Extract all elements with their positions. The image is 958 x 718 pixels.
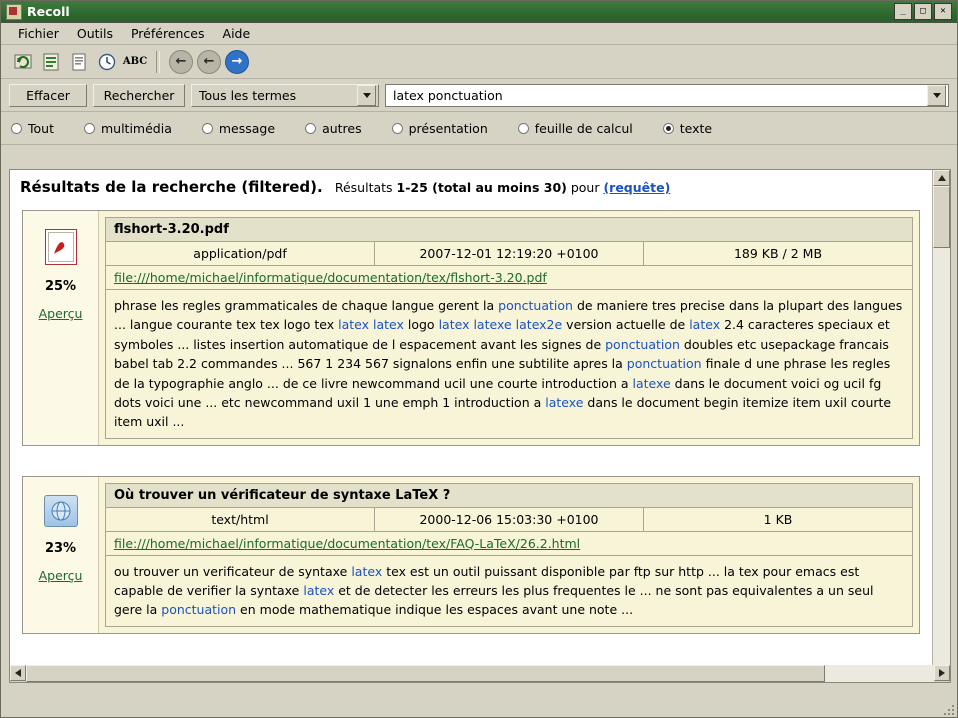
- result-body: [99, 477, 919, 633]
- update-index-icon[interactable]: [11, 50, 35, 74]
- close-button[interactable]: ✕: [934, 3, 952, 20]
- result-score: 23%: [44, 540, 77, 556]
- scroll-right-button[interactable]: [934, 665, 950, 681]
- scroll-up-button[interactable]: [933, 170, 950, 186]
- result-meta-row: [105, 508, 913, 532]
- radio-icon: [202, 123, 213, 134]
- radio-icon: [518, 123, 529, 134]
- result-meta-row: [105, 242, 913, 266]
- index-config-icon[interactable]: [39, 50, 63, 74]
- results-horizontal-scrollbar[interactable]: [9, 665, 951, 683]
- filter-presentation[interactable]: [392, 121, 488, 136]
- results-summary-prefix: Résultats: [334, 180, 397, 195]
- filter-tout[interactable]: [11, 121, 54, 136]
- back-icon[interactable]: ←: [169, 50, 193, 74]
- results-heading: Résultats de la recherche (filtered).: [20, 178, 323, 196]
- search-mode-select[interactable]: [191, 84, 379, 107]
- filter-label: texte: [679, 120, 713, 136]
- result-sidebar: [23, 477, 99, 633]
- result-score: 25%: [44, 279, 77, 294]
- filter-autres[interactable]: [305, 121, 362, 136]
- menu-bar: [1, 23, 957, 45]
- result-item: [22, 210, 920, 446]
- result-size: 1 KB: [763, 511, 793, 527]
- filter-multimedia[interactable]: [84, 121, 172, 136]
- maximize-button[interactable]: □: [914, 3, 932, 20]
- document-history-icon[interactable]: [67, 50, 91, 74]
- result-title[interactable]: Où trouver un vérificateur de syntaxe LaTeX ?: [105, 483, 913, 508]
- html-document-icon: [44, 495, 78, 527]
- result-date: 2000-12-06 15:03:30 +0100: [375, 508, 644, 531]
- result-mime: text/html: [106, 508, 375, 531]
- result-url-link[interactable]: file:///home/michael/informatique/documentation/tex/FAQ-LaTeX/26.2.html: [114, 535, 581, 551]
- minimize-button[interactable]: _: [894, 3, 912, 20]
- result-title[interactable]: flshort-3.20.pdf: [105, 217, 913, 242]
- result-snippet: ou trouver un verificateur de syntaxe latex tex est un outil puissant disponible par ftp sur http ... la tex pour emacs est capable de verifier la syntaxe latex et de detecter les erreurs les plus frequentes le ... ne sont pas equivalentes a un seul gere la ponctuation en mode mathematique indique les espaces avant une note ...: [105, 556, 913, 627]
- result-body: [99, 211, 919, 445]
- filter-label: autres: [322, 120, 362, 136]
- title-bar: [1, 1, 957, 23]
- result-item: [22, 476, 920, 634]
- hscroll-thumb[interactable]: [26, 665, 825, 682]
- toolbar-separator: [156, 51, 160, 73]
- results-panel: [9, 169, 951, 683]
- filter-label: message: [218, 120, 276, 136]
- filter-feuille-de-calcul[interactable]: [518, 121, 633, 136]
- radio-icon: [305, 123, 316, 134]
- filter-label: Tout: [28, 120, 54, 136]
- query-link[interactable]: (requête): [603, 180, 671, 195]
- filter-label: multimédia: [100, 120, 172, 136]
- search-history-chevron-icon[interactable]: [927, 85, 946, 106]
- radio-icon: [663, 123, 674, 134]
- previous-icon[interactable]: ←: [197, 50, 221, 74]
- search-input[interactable]: [385, 84, 949, 107]
- results-summary-range: 1-25 (total au moins 30): [396, 180, 567, 195]
- result-date: 2007-12-01 12:19:20 +0100: [375, 242, 644, 265]
- hscroll-track[interactable]: [26, 665, 934, 682]
- resize-grip[interactable]: [940, 701, 954, 715]
- app-icon: [6, 4, 22, 20]
- tool-bar: [1, 45, 957, 79]
- radio-icon: [11, 123, 22, 134]
- results-summary-middle: pour: [566, 180, 604, 195]
- clock-icon[interactable]: [95, 50, 119, 74]
- preview-link[interactable]: Aperçu: [38, 306, 83, 321]
- spelling-icon[interactable]: ABC: [122, 56, 148, 67]
- radio-icon: [392, 123, 403, 134]
- category-filter-row: [1, 111, 957, 145]
- result-snippet: phrase les regles grammaticales de chaque langue gerent la ponctuation de maniere tres precise dans la plupart des langues ... langue courante tex tex logo tex latex latex logo latex latexe latex2e version actuelle de latex 2.4 caracteres speciaux et symboles ... listes insertion automatique de l espacement avant les signes de ponctuation doubles etc usepackage francais babel tab 2.2 commandes ... 567 1 234 567 signalons enfin une subtilite apres la ponctuation finale d une phrase les regles de la typographie anglo ... de ce livre newcommand ucil une courte introduction a latexe dans le document voici og ucil fg dots voici une ... etc newcommand uxil 1 une emph 1 introduction a latexe dans le document begin itemize item uxil courte item uxil ...: [105, 290, 913, 439]
- menu-preferences[interactable]: Préférences: [130, 26, 205, 41]
- scroll-thumb[interactable]: [933, 186, 950, 248]
- menu-fichier[interactable]: Fichier: [18, 26, 59, 41]
- result-mime: application/pdf: [106, 242, 375, 265]
- search-mode-value: Tous les termes: [199, 87, 297, 103]
- result-url-row: [105, 266, 913, 290]
- filter-label: feuille de calcul: [534, 120, 633, 136]
- chevron-down-icon[interactable]: [357, 85, 376, 106]
- filter-texte[interactable]: [663, 121, 712, 136]
- search-bar: [1, 79, 957, 111]
- result-url-row: [105, 532, 913, 556]
- search-button[interactable]: Rechercher: [93, 84, 185, 107]
- preview-link[interactable]: Aperçu: [38, 567, 83, 583]
- filter-label: présentation: [408, 120, 488, 136]
- forward-icon[interactable]: →: [225, 50, 249, 74]
- menu-aide[interactable]: Aide: [222, 26, 251, 41]
- results-header: [10, 170, 932, 200]
- search-input-value: latex ponctuation: [393, 87, 503, 103]
- result-sidebar: [23, 211, 99, 445]
- pdf-icon: [45, 229, 77, 265]
- scroll-left-button[interactable]: [10, 665, 26, 681]
- clear-button[interactable]: Effacer: [9, 84, 87, 107]
- window-title: Recoll: [27, 4, 70, 19]
- radio-icon: [84, 123, 95, 134]
- menu-outils[interactable]: Outils: [76, 26, 113, 41]
- result-size: 189 KB / 2 MB: [733, 246, 823, 261]
- results-list[interactable]: [10, 170, 932, 682]
- scroll-track[interactable]: [933, 186, 950, 666]
- window-controls: [894, 3, 952, 20]
- results-vertical-scrollbar[interactable]: [932, 170, 950, 682]
- result-url-link[interactable]: file:///home/michael/informatique/documentation/tex/flshort-3.20.pdf: [114, 270, 547, 285]
- filter-message[interactable]: [202, 121, 275, 136]
